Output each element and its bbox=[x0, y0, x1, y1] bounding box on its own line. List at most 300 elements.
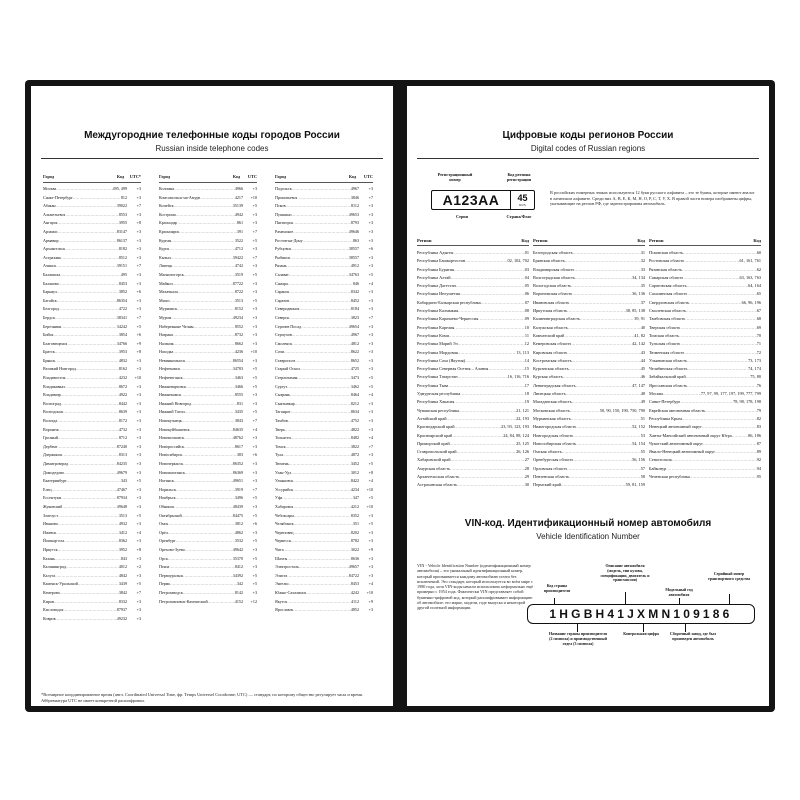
city-code: 3022 bbox=[350, 546, 359, 552]
city-code: 49642 bbox=[232, 546, 243, 552]
dot-leader bbox=[680, 324, 756, 332]
page-subtitle: Russian inside telephone codes bbox=[155, 144, 269, 153]
region-code: 40 bbox=[640, 324, 645, 330]
city-row bbox=[159, 537, 257, 546]
region-row bbox=[417, 332, 529, 340]
city-name: Череповец bbox=[275, 529, 294, 535]
city-name: Курган bbox=[159, 237, 172, 243]
city-name: Новошахтинск bbox=[159, 469, 185, 475]
city-row bbox=[275, 477, 373, 486]
region-name: Ярославская область bbox=[649, 382, 688, 388]
city-code: 495 bbox=[120, 271, 127, 277]
dot-leader bbox=[449, 332, 525, 340]
city-row bbox=[275, 589, 373, 598]
city-code: 495, 499 bbox=[112, 186, 127, 191]
region-column-2 bbox=[533, 234, 645, 490]
city-utc: +3 bbox=[136, 237, 141, 243]
city-name: Владикавказ bbox=[43, 383, 65, 389]
region-row bbox=[649, 349, 761, 357]
region-code: 69 bbox=[756, 324, 761, 330]
city-row bbox=[275, 486, 373, 495]
city-row bbox=[275, 383, 373, 392]
city-name: Березники bbox=[43, 323, 62, 329]
city-row bbox=[43, 606, 141, 615]
city-utc: +3 bbox=[368, 237, 373, 243]
city-utc: +3 bbox=[136, 555, 141, 561]
region-name: Архангельская область bbox=[417, 474, 460, 480]
region-name: Еврейская автономная область bbox=[649, 407, 706, 413]
region-name: Республика Башкортостан bbox=[417, 258, 466, 264]
region-code: 58 bbox=[640, 474, 645, 480]
city-code: 3513 bbox=[118, 512, 127, 518]
city-row bbox=[159, 280, 257, 289]
region-code: 11 bbox=[524, 332, 529, 338]
city-name: Рубцовск bbox=[275, 246, 292, 252]
city-code: 8672 bbox=[118, 383, 127, 389]
dot-leader bbox=[705, 407, 757, 415]
city-row bbox=[159, 546, 257, 555]
city-utc: +3 bbox=[252, 220, 257, 226]
city-code: 4152 bbox=[234, 598, 243, 604]
city-code: 34783 bbox=[232, 366, 243, 372]
city-code: 861 bbox=[236, 220, 243, 226]
dot-leader bbox=[687, 357, 748, 365]
dot-leader bbox=[174, 503, 232, 512]
city-code: 3522 bbox=[234, 237, 243, 243]
region-row bbox=[533, 390, 645, 398]
region-code: 57 bbox=[640, 465, 645, 471]
region-name: Забайкальский край bbox=[649, 374, 686, 380]
city-code: 8162 bbox=[118, 366, 127, 372]
dot-leader bbox=[451, 456, 525, 464]
city-utc: +3 bbox=[368, 306, 373, 312]
city-name: Санкт-Петербург bbox=[43, 194, 73, 200]
dot-leader bbox=[286, 202, 351, 211]
city-code: 4752 bbox=[350, 418, 359, 424]
city-code: 3439 bbox=[118, 581, 127, 587]
column-header: Город Код UTC bbox=[159, 172, 257, 183]
region-name: Рязанская область bbox=[649, 266, 683, 272]
city-utc: +3 bbox=[252, 435, 257, 441]
city-row bbox=[43, 280, 141, 289]
vin-code-box: 1HGBH41JXMN109186 bbox=[527, 604, 755, 624]
region-row bbox=[533, 440, 645, 448]
region-row bbox=[533, 432, 645, 440]
city-row bbox=[159, 494, 257, 503]
dot-leader bbox=[62, 503, 116, 512]
city-name: Мурманск bbox=[159, 306, 177, 312]
dot-leader bbox=[56, 529, 119, 538]
city-name: Воронеж bbox=[43, 426, 59, 432]
city-row bbox=[43, 271, 141, 280]
city-name: Балашиха bbox=[43, 271, 61, 277]
city-code: 3846 bbox=[350, 194, 359, 200]
dot-leader bbox=[73, 194, 121, 203]
dot-leader bbox=[301, 323, 349, 332]
city-utc: +5 bbox=[252, 366, 257, 372]
city-name: Самара bbox=[275, 280, 288, 286]
dot-leader bbox=[173, 280, 233, 289]
city-utc: +6 bbox=[252, 521, 257, 527]
city-utc: +3 bbox=[252, 340, 257, 346]
dot-leader bbox=[457, 481, 525, 489]
city-row bbox=[159, 357, 257, 366]
city-code: 49657 bbox=[348, 564, 359, 570]
city-utc: +9 bbox=[136, 340, 141, 346]
city-name: Домодедово bbox=[43, 469, 65, 475]
city-row bbox=[159, 443, 257, 452]
city-code: 4217 bbox=[234, 194, 243, 200]
city-utc: +3 bbox=[368, 228, 373, 234]
city-row bbox=[43, 400, 141, 409]
city-code: 3435 bbox=[234, 409, 243, 415]
city-name: Нижневартовск bbox=[159, 383, 187, 389]
dot-leader bbox=[680, 340, 756, 348]
dot-leader bbox=[300, 365, 351, 374]
region-row bbox=[649, 340, 761, 348]
city-row bbox=[275, 494, 373, 503]
city-code: 8639 bbox=[118, 409, 127, 415]
city-utc: +3 bbox=[136, 452, 141, 458]
region-code: 53 bbox=[640, 432, 645, 438]
dot-leader bbox=[171, 237, 235, 246]
city-code: 4212 bbox=[350, 503, 359, 509]
city-row bbox=[43, 262, 141, 271]
dot-leader bbox=[458, 307, 525, 315]
dot-leader bbox=[289, 288, 350, 297]
region-row bbox=[417, 249, 529, 257]
region-code: 28 bbox=[524, 465, 529, 471]
city-row bbox=[275, 537, 373, 546]
region-row bbox=[533, 290, 645, 298]
city-row bbox=[275, 211, 373, 220]
region-code: 49 bbox=[640, 399, 645, 405]
dot-leader bbox=[177, 219, 236, 228]
city-utc: +5 bbox=[368, 495, 373, 501]
dot-leader bbox=[460, 290, 525, 298]
city-row bbox=[43, 254, 141, 263]
city-utc: +5 bbox=[252, 203, 257, 209]
dot-leader bbox=[688, 365, 749, 373]
city-utc: +3 bbox=[136, 246, 141, 252]
dot-leader bbox=[174, 202, 233, 211]
dot-leader bbox=[292, 211, 349, 220]
city-utc: +3 bbox=[368, 607, 373, 613]
region-row bbox=[533, 448, 645, 456]
city-code: 86369 bbox=[232, 469, 243, 475]
region-name: Республика Мордовия bbox=[417, 349, 458, 355]
region-name: Ленинградская область bbox=[533, 382, 576, 388]
vin-connector bbox=[625, 592, 626, 604]
city-name: Каменск-Уральский bbox=[43, 581, 78, 587]
city-code: 342 bbox=[236, 581, 243, 587]
region-code: 14 bbox=[524, 357, 529, 363]
city-row bbox=[275, 254, 373, 263]
dot-leader bbox=[208, 598, 235, 607]
city-row bbox=[275, 443, 373, 452]
region-name: Республика Карелия bbox=[417, 324, 455, 330]
city-row bbox=[43, 512, 141, 521]
city-row bbox=[159, 408, 257, 417]
city-row bbox=[43, 426, 141, 435]
dot-leader bbox=[453, 249, 525, 257]
city-code: 34766 bbox=[116, 340, 127, 346]
region-row bbox=[533, 456, 645, 464]
city-code: 49653 bbox=[348, 211, 359, 217]
dot-leader bbox=[459, 407, 516, 415]
region-row bbox=[649, 465, 761, 473]
dot-leader bbox=[289, 314, 351, 323]
city-row bbox=[43, 537, 141, 546]
region-name: Мурманская область bbox=[533, 415, 571, 421]
dot-leader bbox=[65, 245, 119, 254]
dot-leader bbox=[168, 529, 235, 538]
dot-leader bbox=[171, 314, 233, 323]
city-name: Стерлитамак bbox=[275, 375, 298, 381]
region-name: Ямало-Ненецкий автономный округ bbox=[649, 449, 716, 455]
dot-leader bbox=[568, 324, 641, 332]
dot-leader bbox=[181, 391, 235, 400]
region-code: 37 bbox=[640, 299, 645, 305]
dot-leader bbox=[176, 486, 235, 495]
city-row bbox=[159, 469, 257, 478]
city-row bbox=[159, 228, 257, 237]
dot-leader bbox=[293, 228, 349, 237]
city-name: Сызрань bbox=[275, 392, 291, 398]
region-row bbox=[417, 349, 529, 357]
city-name: Иваново bbox=[43, 521, 58, 527]
city-name: Тольятти bbox=[275, 435, 291, 441]
dot-leader bbox=[170, 580, 237, 589]
city-utc: +7 bbox=[252, 254, 257, 260]
region-code: 56, 156 bbox=[632, 457, 645, 463]
city-utc: +3 bbox=[368, 186, 373, 191]
region-code: 13, 113 bbox=[516, 349, 529, 355]
city-code: 87934 bbox=[116, 495, 127, 501]
plate-country-label: Страна/Флаг bbox=[506, 214, 532, 219]
city-name: Армавир bbox=[43, 237, 59, 243]
region-code: 30 bbox=[524, 482, 529, 488]
region-name: Тверская область bbox=[649, 324, 681, 330]
region-name: Сахалинская область bbox=[649, 291, 688, 297]
dot-leader bbox=[67, 340, 116, 349]
city-row bbox=[43, 245, 141, 254]
vin-connector bbox=[685, 624, 686, 632]
region-code: 64, 164 bbox=[748, 283, 761, 289]
region-code: 04 bbox=[524, 274, 529, 280]
dot-leader bbox=[294, 529, 351, 538]
vin-connector bbox=[554, 598, 555, 604]
city-name: Нальчик bbox=[159, 340, 174, 346]
city-utc: +5 bbox=[136, 512, 141, 518]
dot-leader bbox=[465, 357, 525, 365]
city-name: Сочи bbox=[275, 349, 284, 355]
region-code: 43 bbox=[640, 349, 645, 355]
city-code: 8634 bbox=[350, 409, 359, 415]
city-code: 86554 bbox=[232, 357, 243, 363]
region-name: Кировская область bbox=[533, 349, 568, 355]
dot-leader bbox=[447, 415, 517, 423]
city-utc: +3 bbox=[136, 194, 141, 200]
dot-leader bbox=[687, 282, 749, 290]
region-name: Псковская область bbox=[649, 250, 683, 255]
dot-leader bbox=[182, 417, 235, 426]
city-name: Ульяновск bbox=[275, 478, 294, 484]
city-utc: +3 bbox=[136, 271, 141, 277]
region-name: Хабаровский край bbox=[417, 457, 451, 463]
city-code: 8152 bbox=[234, 306, 243, 312]
city-code: 8342 bbox=[350, 289, 359, 295]
city-name: Красноярск bbox=[159, 228, 180, 234]
region-row bbox=[417, 423, 529, 431]
dot-leader bbox=[569, 365, 641, 373]
city-column-1 bbox=[43, 172, 141, 623]
dot-leader bbox=[183, 572, 232, 581]
dot-leader bbox=[64, 469, 117, 478]
city-utc: +3 bbox=[368, 555, 373, 561]
city-code: 4236 bbox=[234, 349, 243, 355]
city-code: 4966 bbox=[234, 186, 243, 191]
region-code: 77, 97, 99, 177, 197, 199, 777, 799 bbox=[700, 391, 761, 397]
city-row bbox=[275, 529, 373, 538]
city-row bbox=[275, 460, 373, 469]
vin-subtitle: Vehicle Identification Number bbox=[536, 532, 640, 541]
city-name: Нижнекамск bbox=[159, 392, 182, 398]
region-name: Республика Тыва bbox=[417, 382, 449, 388]
region-code: 21, 121 bbox=[516, 407, 529, 413]
city-row bbox=[159, 503, 257, 512]
region-code: 65 bbox=[756, 291, 761, 297]
city-utc: +3 bbox=[136, 383, 141, 389]
city-code: 4942 bbox=[234, 211, 243, 217]
dot-leader bbox=[66, 563, 119, 572]
dot-leader bbox=[448, 382, 524, 390]
vin-connector bbox=[729, 594, 730, 604]
city-utc: +3 bbox=[368, 263, 373, 269]
city-code: 49232 bbox=[116, 615, 127, 621]
dot-leader bbox=[580, 315, 634, 323]
dot-leader bbox=[179, 228, 237, 237]
dot-leader bbox=[200, 194, 234, 203]
region-name: Республика Татарстан bbox=[417, 374, 458, 380]
city-name: Тамбов bbox=[275, 418, 288, 424]
city-row bbox=[275, 323, 373, 332]
city-code: 8172 bbox=[118, 418, 127, 424]
dot-leader bbox=[190, 426, 233, 435]
city-code: 38341 bbox=[116, 314, 127, 320]
city-row bbox=[43, 383, 141, 392]
city-row bbox=[275, 606, 373, 615]
dot-leader bbox=[575, 274, 632, 282]
city-code: 3513 bbox=[234, 297, 243, 303]
city-code: 35370 bbox=[232, 555, 243, 561]
city-utc: +5 bbox=[136, 323, 141, 329]
city-row bbox=[43, 408, 141, 417]
region-name: Владимирская область bbox=[533, 266, 575, 272]
dot-leader bbox=[563, 373, 641, 381]
city-list bbox=[43, 185, 141, 623]
city-utc: +5 bbox=[252, 581, 257, 587]
dot-leader bbox=[56, 615, 117, 624]
region-code: 24, 84, 88, 124 bbox=[503, 432, 529, 438]
city-code: 8622 bbox=[350, 349, 359, 355]
region-name: Республика Калмыкия bbox=[417, 308, 459, 314]
city-name: Северодвинск bbox=[275, 306, 300, 312]
city-utc: +3 bbox=[368, 564, 373, 570]
city-utc: +3 bbox=[252, 246, 257, 252]
city-row bbox=[43, 477, 141, 486]
dot-leader bbox=[455, 423, 502, 431]
dot-leader bbox=[574, 266, 640, 274]
city-name: Сергиев Посад bbox=[275, 323, 302, 329]
region-row bbox=[649, 415, 761, 423]
vin-connector bbox=[643, 624, 644, 632]
dot-leader bbox=[303, 237, 353, 246]
city-name: Майкоп bbox=[159, 280, 173, 286]
city-code: 863 bbox=[352, 237, 359, 243]
region-code: 46 bbox=[640, 374, 645, 380]
city-name: Новочеркасск bbox=[159, 461, 184, 466]
dot-leader bbox=[283, 451, 351, 460]
city-utc: +3 bbox=[136, 418, 141, 424]
city-utc: +5 bbox=[252, 555, 257, 561]
city-row bbox=[275, 408, 373, 417]
city-name: Энгельс bbox=[275, 581, 290, 587]
city-utc: +3 bbox=[368, 538, 373, 544]
region-row bbox=[649, 456, 761, 464]
city-row bbox=[43, 589, 141, 598]
city-name: Ростов-на-Дону bbox=[275, 237, 303, 243]
city-row bbox=[43, 297, 141, 306]
dot-leader bbox=[168, 520, 234, 529]
dot-leader bbox=[78, 580, 119, 589]
dot-leader bbox=[685, 315, 756, 323]
vin-connector bbox=[679, 598, 680, 604]
city-row bbox=[159, 323, 257, 332]
region-name: Тамбовская область bbox=[649, 316, 686, 322]
city-row bbox=[159, 572, 257, 581]
city-code: 35139 bbox=[232, 203, 243, 209]
dot-leader bbox=[460, 390, 524, 398]
city-name: Бийск bbox=[43, 332, 54, 338]
region-code: 47, 147 bbox=[632, 382, 645, 388]
city-row bbox=[159, 314, 257, 323]
dot-leader bbox=[292, 185, 351, 194]
dot-leader bbox=[76, 365, 119, 374]
dot-leader bbox=[61, 391, 119, 400]
city-code: 84475 bbox=[232, 512, 243, 518]
dot-leader bbox=[465, 257, 507, 265]
region-name: Республика Дагестан bbox=[417, 283, 456, 289]
city-row bbox=[275, 297, 373, 306]
city-row bbox=[43, 443, 141, 452]
dot-leader bbox=[183, 460, 233, 469]
city-row bbox=[159, 297, 257, 306]
region-row bbox=[533, 481, 645, 489]
city-utc: +3 bbox=[136, 280, 141, 286]
city-utc: +3 bbox=[136, 400, 141, 406]
region-row bbox=[533, 282, 645, 290]
region-row bbox=[417, 456, 529, 464]
city-row bbox=[43, 228, 141, 237]
city-code: 8112 bbox=[350, 203, 359, 209]
city-utc: +5 bbox=[252, 383, 257, 389]
city-row bbox=[43, 529, 141, 538]
city-code: 49234 bbox=[232, 314, 243, 320]
city-name: Саратов bbox=[275, 297, 290, 303]
city-row bbox=[275, 365, 373, 374]
plate-country: RUS bbox=[519, 203, 526, 207]
